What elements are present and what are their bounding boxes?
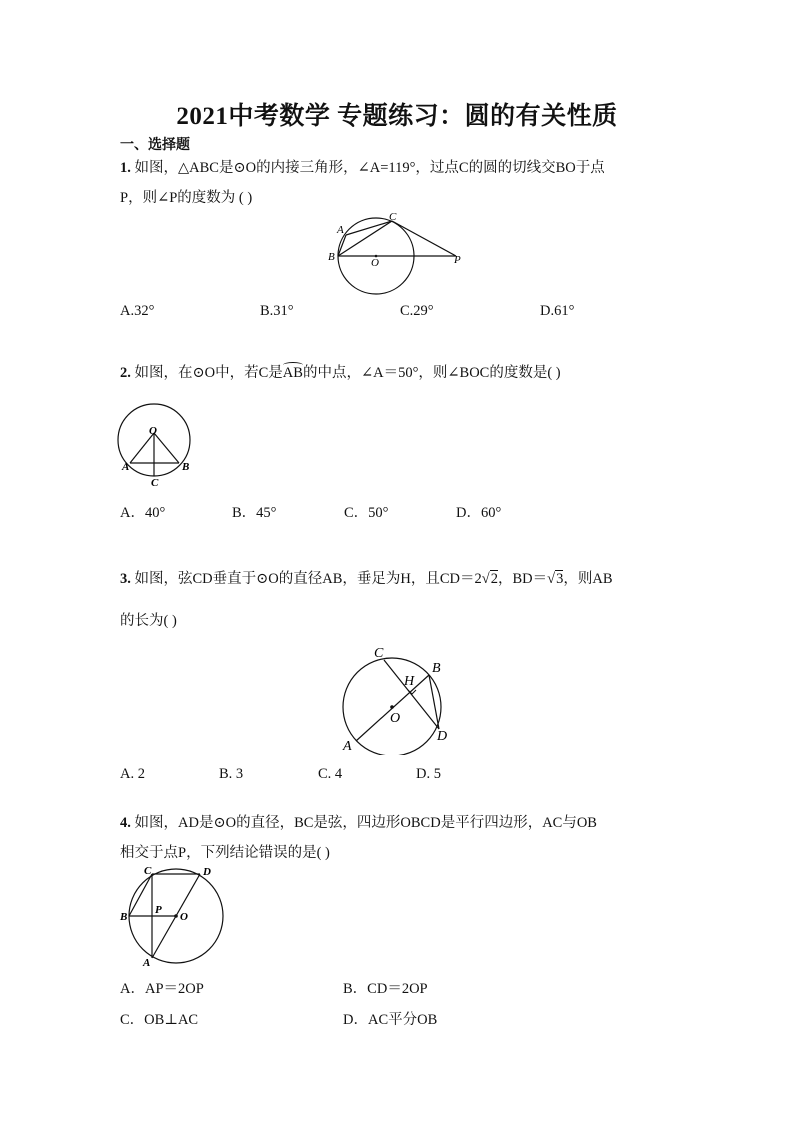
- q4-number: 4.: [120, 815, 131, 831]
- q4-text-line1: [120, 811, 597, 832]
- q2-label-a: A: [122, 461, 130, 473]
- q1-option-b: B.31°: [260, 303, 294, 319]
- q1-figure: [326, 210, 476, 300]
- q4-stem: 如图，AD是⊙O的直径，BC是弦，四边形OBCD是平行四边形，AC与OB: [134, 815, 597, 831]
- q4-label-d: D: [203, 866, 211, 878]
- q3-number: 3.: [120, 571, 131, 587]
- q4-label-a: A: [143, 957, 151, 968]
- q2-label-b: B: [182, 461, 190, 473]
- q1-stem: 如图，△ABC是⊙O的内接三角形，∠A=119°，过点C的圆的切线交BO于点: [134, 160, 605, 176]
- q3-sqrt-value-1: 2: [490, 571, 498, 587]
- q2-text: [120, 361, 561, 382]
- q3-stem-post: ，则AB: [563, 571, 613, 587]
- q2-arc-ab: AB: [282, 365, 303, 381]
- q4-label-b: B: [120, 911, 128, 923]
- section-heading: 一、选择题: [120, 138, 190, 153]
- q3-option-b: B. 3: [219, 766, 244, 782]
- q1-label-p: P: [454, 254, 461, 266]
- q4-figure: [116, 864, 232, 968]
- q1-option-a: A.32°: [120, 303, 155, 319]
- q1-number: 1.: [120, 160, 131, 176]
- q1-label-o: O: [371, 257, 379, 269]
- q4-option-a: A．AP＝2OP: [120, 981, 204, 997]
- q3-sqrt-sign-1: √: [481, 571, 490, 587]
- q3-label-a: A: [343, 739, 352, 754]
- q4-label-c: C: [144, 865, 152, 877]
- q3-sqrt-sign-2: √: [547, 571, 556, 587]
- q2-label-o: O: [149, 425, 157, 437]
- q1-option-c: C.29°: [400, 303, 434, 319]
- q1-label-b: B: [328, 251, 335, 263]
- q3-label-o: O: [390, 711, 401, 726]
- q4-option-d: D．AC平分OB: [343, 1012, 438, 1028]
- q2-option-d: D．60°: [456, 505, 502, 521]
- q1-label-a: A: [337, 224, 344, 236]
- q3-text-line2: 的长为( ): [120, 613, 177, 629]
- q2-figure: [116, 393, 200, 489]
- q3-text-line1: [120, 567, 613, 588]
- q3-figure: [336, 641, 460, 755]
- q3-option-c: C. 4: [318, 766, 343, 782]
- q2-option-b: B．45°: [232, 505, 277, 521]
- q2-number: 2.: [120, 365, 131, 381]
- q4-option-b: B．CD＝2OP: [343, 981, 428, 997]
- q1-text-line2: P，则∠P的度数为 ( ): [120, 190, 253, 206]
- q2-stem-post: 的中点，∠A＝50°，则∠BOC的度数是( ): [302, 365, 561, 381]
- q4-label-p: P: [155, 904, 162, 916]
- q3-stem-pre: 如图，弦CD垂直于⊙O的直径AB，垂足为H，且CD＝2: [134, 571, 482, 587]
- q2-stem-pre: 如图，在⊙O中，若C是: [134, 365, 283, 381]
- q2-option-c: C．50°: [344, 505, 389, 521]
- q4-text-line2: 相交于点P，下列结论错误的是( ): [120, 845, 330, 861]
- q3-stem-mid: ，BD＝: [498, 571, 548, 587]
- q3-sqrt-value-2: 3: [556, 571, 564, 587]
- q3-option-d: D. 5: [416, 766, 441, 782]
- page-title: 2021中考数学 专题练习：圆的有关性质: [176, 103, 618, 130]
- q2-option-a: A．40°: [120, 505, 166, 521]
- q2-label-c: C: [151, 477, 159, 489]
- q1-label-c: C: [389, 211, 397, 223]
- q4-option-c: C．OB⊥AC: [120, 1012, 199, 1028]
- q3-label-h: H: [404, 674, 415, 689]
- q4-label-o: O: [180, 911, 188, 923]
- q3-label-b: B: [432, 661, 441, 676]
- q1-text-line1: [120, 156, 605, 177]
- q3-label-c: C: [374, 646, 384, 661]
- q3-label-d: D: [437, 729, 448, 744]
- q1-option-d: D.61°: [540, 303, 575, 319]
- q3-option-a: A. 2: [120, 766, 145, 782]
